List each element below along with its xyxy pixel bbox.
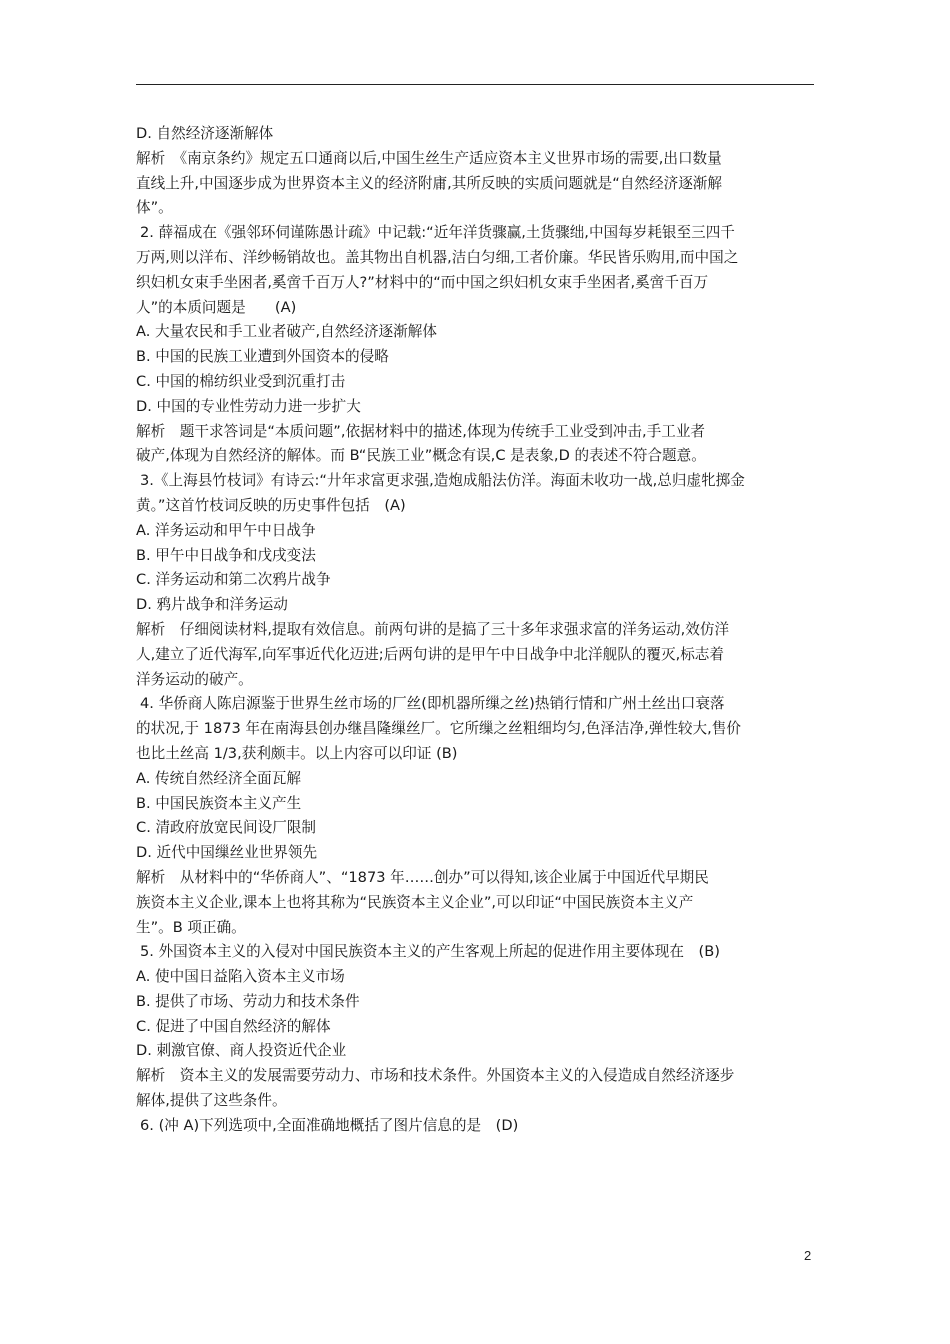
analysis-line: 解析 《南京条约》规定五口通商以后,中国生丝生产适应资本主义世界市场的需要,出口数量 [136, 149, 722, 167]
analysis-line: 解体,提供了这些条件。 [136, 1092, 287, 1110]
option-line: C. 促进了中国自然经济的解体 [136, 1017, 331, 1035]
option-line: B. 提供了市场、劳动力和技术条件 [136, 992, 360, 1010]
analysis-line: 直线上升,中国逐步成为世界资本主义的经济附庸,其所反映的实质问题就是“自然经济逐渐解 [136, 174, 722, 192]
analysis-line: 解析 从材料中的“华侨商人”、“1873 年……创办”可以得知,该企业属于中国近代早期民 [136, 868, 709, 886]
analysis-line: 解析 题干求答词是“本质问题”,依据材料中的描述,体现为传统手工业受到冲击,手工业者 [136, 422, 706, 440]
option-line: B. 中国民族资本主义产生 [136, 794, 302, 812]
analysis-line: 解析 仔细阅读材料,提取有效信息。前两句讲的是搞了三十多年求强求富的洋务运动,效仿洋 [136, 620, 730, 638]
option-line: D. 鸦片战争和洋务运动 [136, 596, 288, 614]
option-line: B. 甲午中日战争和戊戌变法 [136, 546, 316, 564]
option-line: C. 中国的棉纺织业受到沉重打击 [136, 372, 346, 390]
option-line: A. 使中国日益陷入资本主义市场 [136, 968, 345, 986]
option-line: A. 传统自然经济全面瓦解 [136, 769, 301, 787]
analysis-line: 洋务运动的破产。 [136, 670, 253, 688]
option-line: C. 洋务运动和第二次鸦片战争 [136, 571, 331, 589]
document-body [136, 122, 816, 1139]
analysis-line: 解析 资本主义的发展需要劳动力、市场和技术条件。外国资本主义的入侵造成自然经济逐步 [136, 1067, 735, 1085]
page-number: 2 [804, 1248, 812, 1263]
question-line: 黄。”这首竹枝词反映的历史事件包括 (A) [136, 496, 406, 514]
analysis-line: 体”。 [136, 199, 173, 217]
analysis-line: 族资本主义企业,课本上也将其称为“民族资本主义企业”,可以印证“中国民族资本主义产 [136, 893, 694, 911]
question-line: 3.《上海县竹枝词》有诗云:“廾年求富更求强,造炮成船法仿洋。海面未收功一战,总归虚牝掷金 [140, 472, 745, 490]
option-line: D. 自然经济逐渐解体 [136, 125, 274, 142]
option-line: D. 刺激官僚、商人投资近代企业 [136, 1042, 347, 1060]
question-line: 人”的本质问题是 (A) [136, 298, 297, 316]
question-line: 万两,则以洋布、洋纱畅销故也。盖其物出自机器,洁白匀细,工者价廉。华民皆乐购用,而中国之 [136, 248, 739, 266]
question-line: 织妇机女束手坐困者,奚啻千百万人?”材料中的“而中国之织妇机女束手坐困者,奚啻千百万 [136, 273, 709, 291]
option-line: B. 中国的民族工业遭到外国资本的侵略 [136, 348, 389, 366]
header-rule [136, 84, 814, 85]
option-line: A. 洋务运动和甲午中日战争 [136, 521, 316, 539]
option-line: A. 大量农民和手工业者破产,自然经济逐渐解体 [136, 323, 437, 341]
analysis-line: 生”。B 项正确。 [136, 918, 246, 936]
question-line: 5. 外国资本主义的入侵对中国民族资本主义的产生客观上所起的促进作用主要体现在 (B) [140, 943, 720, 961]
question-line: 6. (冲 A)下列选项中,全面准确地概括了图片信息的是 (D) [140, 1116, 519, 1134]
option-line: D. 中国的专业性劳动力进一步扩大 [136, 397, 361, 415]
question-line: 2. 薛福成在《强邻环伺谨陈愚计疏》中记载:“近年洋货骤赢,土货骤绌,中国每岁耗银至三四千 [140, 224, 735, 242]
option-line: C. 清政府放宽民间设厂限制 [136, 819, 317, 837]
question-line: 也比土丝高 1/3,获利颇丰。以上内容可以印证 (B) [136, 744, 458, 762]
option-line: D. 近代中国缫丝业世界领先 [136, 844, 318, 862]
question-line: 4. 华侨商人陈启源鉴于世界生丝市场的厂丝(即机器所缫之丝)热销行情和广州土丝出口衰落 [140, 695, 725, 713]
analysis-line: 破产,体现为自然经济的解体。而 B“民族工业”概念有误,C 是表象,D 的表述不符合题意。 [136, 447, 706, 465]
question-line: 的状况,于 1873 年在南海县创办继昌隆缫丝厂。它所缫之丝粗细均匀,色泽洁净,弹性较大,售价 [136, 720, 741, 738]
analysis-line: 人,建立了近代海军,向军事近代化迈进;后两句讲的是甲午中日战争中北洋舰队的覆灭,标志着 [136, 645, 724, 663]
